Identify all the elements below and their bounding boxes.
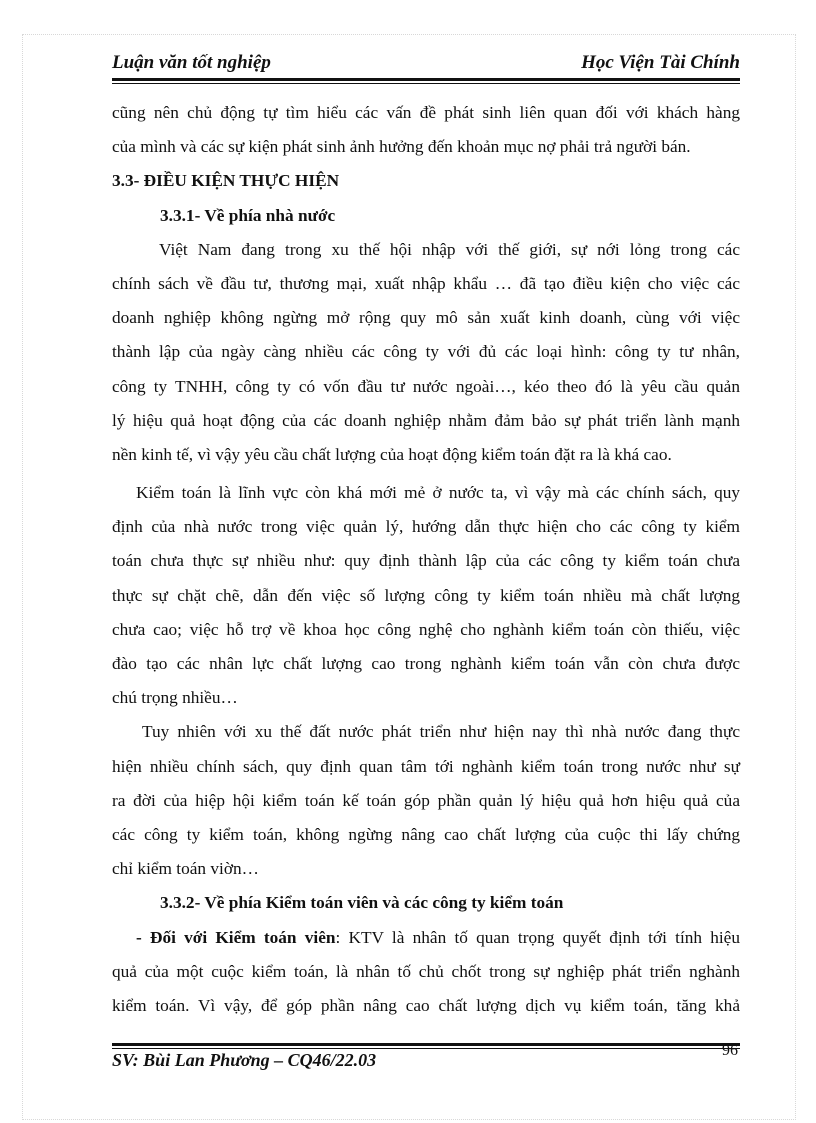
auditor-lead-label: - Đối với Kiểm toán viên xyxy=(136,927,336,947)
text-line: công ty TNHH, công ty có vốn đầu tư nước ngoài…, kéo theo đó là yêu cầu quản xyxy=(112,376,740,396)
text-line xyxy=(112,921,740,955)
header-institution: Học Viện Tài Chính xyxy=(581,52,740,73)
text-line: doanh nghiệp không ngừng mở rộng quy mô sản xuất kinh doanh, cùng với việc xyxy=(112,308,740,328)
text-line: cũng nên chủ động tự tìm hiểu các vấn đề phát sinh liên quan đối với khách hàng xyxy=(112,103,740,122)
text-line: quả của một cuộc kiểm toán, là nhân tố chủ chốt trong sự nghiệp phát triển nghành xyxy=(112,961,740,981)
text-line: thành lập của ngày càng nhiều các công ty với đủ các loại hình: công ty tư nhân, xyxy=(112,342,740,362)
text-line: ra đời của hiệp hội kiểm toán kế toán góp phần quản lý hiệu quả hơn hiệu quả của xyxy=(112,790,740,810)
text-line: Tuy nhiên với xu thế đất nước phát triển như hiện nay thì nhà nước đang thực xyxy=(142,722,740,742)
header-rule-thick xyxy=(112,78,740,81)
page-header xyxy=(112,52,740,78)
section-heading: 3.3- ĐIỀU KIỆN THỰC HIỆN xyxy=(112,171,340,191)
text-line: chưa cao; việc hỗ trợ về khoa học công nghệ cho nghành kiểm toán còn thiếu, việc xyxy=(112,619,740,639)
text-line: Việt Nam đang trong xu thế hội nhập với thế giới, sự nới lỏng trong các xyxy=(159,239,740,259)
text-line: định của nhà nước trong việc quản lý, hướng dẫn thực hiện cho các công ty kiểm xyxy=(112,517,740,537)
text-line: kiểm toán. Vì vậy, để góp phần nâng cao chất lượng dịch vụ kiểm toán, tăng khả xyxy=(112,995,740,1015)
page-footer xyxy=(112,1042,740,1076)
text-line: lý hiệu quả hoạt động của các doanh nghiệp nhằm đảm bảo sự phát triển lành mạnh xyxy=(112,410,740,430)
header-rule-thin xyxy=(112,83,740,84)
text-line: các công ty kiểm toán, không ngừng nâng cao chất lượng của cuộc thi lấy chứng xyxy=(112,824,740,844)
subsection-heading-auditors: 3.3.2- Về phía Kiểm toán viên và các công ty kiểm toán xyxy=(160,893,564,913)
subsection-heading-state: 3.3.1- Về phía nhà nước xyxy=(160,205,336,225)
footer-rule-thick xyxy=(112,1043,740,1046)
text-line: đào tạo các nhân lực chất lượng cao trong nghành kiểm toán vẫn còn chưa được xyxy=(112,654,740,673)
text-line: của mình và các sự kiện phát sinh ảnh hưởng đến khoản mục nợ phải trả người bán. xyxy=(112,137,691,157)
text-line: chính sách về đầu tư, thương mại, xuất nhập khẩu … đã tạo điều kiện cho việc các xyxy=(112,273,740,293)
text-line: chỉ kiểm toán viờn… xyxy=(112,859,259,879)
text-line: thực sự chặt chẽ, dẫn đến việc số lượng công ty kiểm toán nhiều mà chất lượng xyxy=(112,585,740,605)
auditor-lead-text: : KTV là nhân tố quan trọng quyết định tới tính hiệu xyxy=(335,927,740,947)
footer-student-info: SV: Bùi Lan Phương – CQ46/22.03 xyxy=(112,1050,377,1070)
header-thesis-label: Luận văn tốt nghiệp xyxy=(112,52,271,73)
text-line: Kiểm toán là lĩnh vực còn khá mới mẻ ở nước ta, vì vậy mà các chính sách, quy xyxy=(136,483,740,503)
text-line: hiện nhiều chính sách, quy định quan tâm tới nghành kiểm toán trong nước như sự xyxy=(112,756,740,776)
text-line: chú trọng nhiều… xyxy=(112,688,238,708)
document-body xyxy=(112,96,740,1023)
page-number: 96 xyxy=(722,1042,738,1059)
text-line: nền kinh tế, vì vậy yêu cầu chất lượng của hoạt động kiểm toán đặt ra là khá cao. xyxy=(112,444,672,464)
footer-rule-thin xyxy=(112,1048,740,1049)
text-line: toán chưa thực sự nhiều như: quy định thành lập của các công ty kiểm toán chưa xyxy=(112,551,740,571)
